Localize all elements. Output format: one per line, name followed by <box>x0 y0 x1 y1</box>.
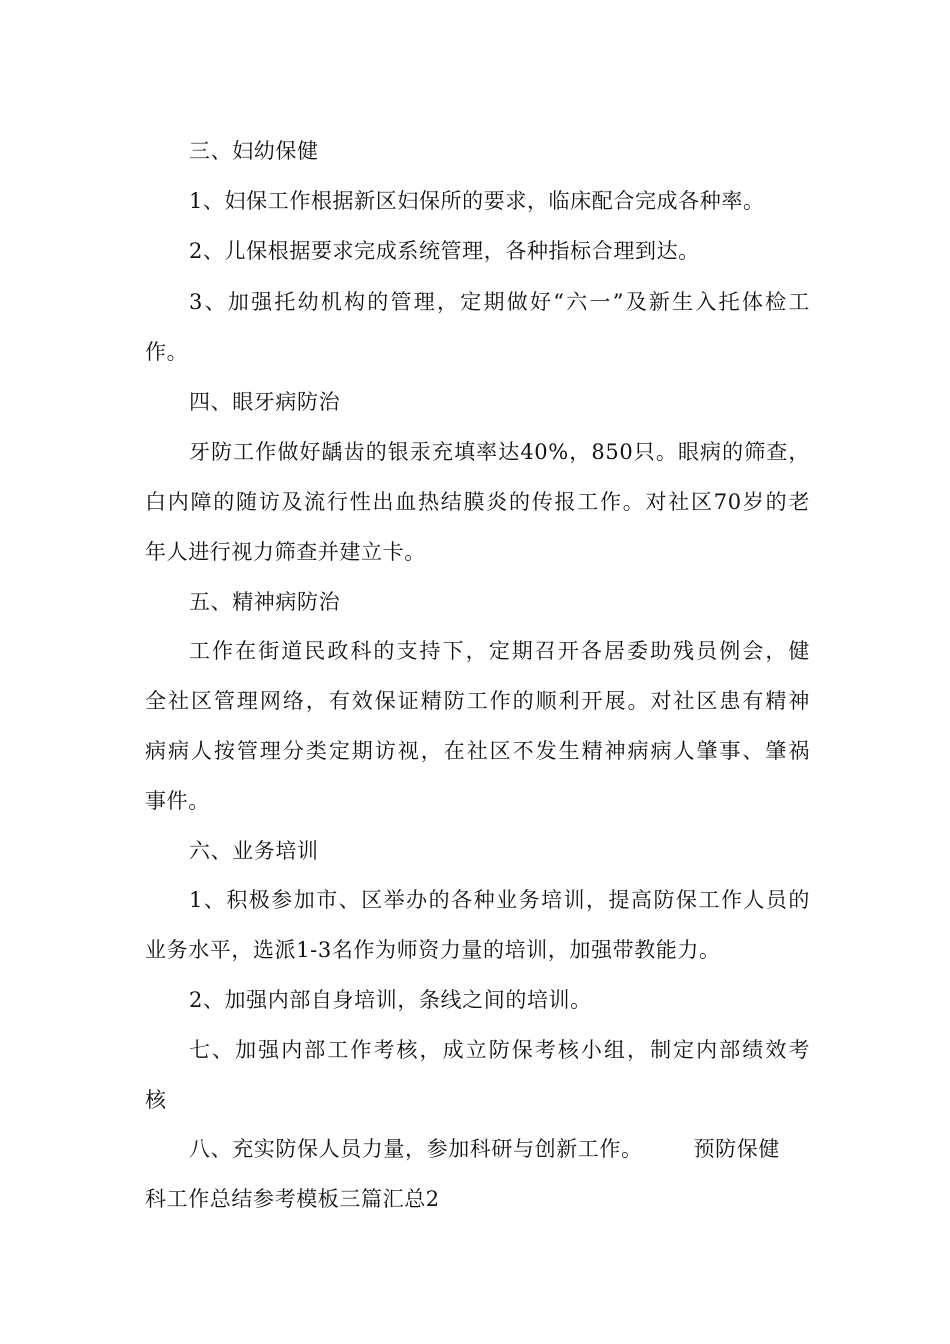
paragraph-line: 作。 <box>145 340 189 364</box>
paragraph-line: 2、加强内部自身培训，条线之间的培训。 <box>189 988 592 1012</box>
paragraph-line: 1、妇保工作根据新区妇保所的要求，临床配合完成各种率。 <box>189 189 765 213</box>
paragraph-line: 事件。 <box>145 789 210 813</box>
paragraph-line: 年人进行视力筛查并建立卡。 <box>145 540 426 564</box>
section-heading-training: 六、业务培训 <box>189 839 319 863</box>
section-heading-assessment: 七、加强内部工作考核，成立防保考核小组，制定内部绩效考 <box>189 1038 810 1062</box>
paragraph-line: 3、加强托幼机构的管理，定期做好“六一”及新生入托体检工 <box>189 290 810 314</box>
paragraph-line: 核 <box>145 1088 167 1112</box>
paragraph-line: 牙防工作做好龋齿的银汞充填率达40%，850只。眼病的筛查， <box>189 440 810 464</box>
paragraph-line: 白内障的随访及流行性出血热结膜炎的传报工作。对社区70岁的老 <box>145 490 810 514</box>
paragraph-line: 工作在街道民政科的支持下，定期召开各居委助残员例会，健 <box>189 639 810 663</box>
paragraph-line: 病病人按管理分类定期访视，在社区不发生精神病病人肇事、肇祸 <box>145 739 810 763</box>
paragraph-line: 业务水平，选派1-3名作为师资力量的培训，加强带教能力。 <box>145 938 721 962</box>
section-heading-mental-health: 五、精神病防治 <box>189 590 341 614</box>
section-heading-eye-dental: 四、眼牙病防治 <box>189 390 341 414</box>
section-heading-maternal-child-health: 三、妇幼保健 <box>189 139 319 163</box>
paragraph-line: 1、积极参加市、区举办的各种业务培训，提高防保工作人员的 <box>189 888 810 912</box>
paragraph-line: 全社区管理网络，有效保证精防工作的顺利开展。对社区患有精神 <box>145 689 810 713</box>
section-heading-staffing: 八、充实防保人员力量，参加科研与创新工作。 预防保健 <box>189 1137 780 1161</box>
paragraph-line: 2、儿保根据要求完成系统管理，各种指标合理到达。 <box>189 239 700 263</box>
document-title-line: 科工作总结参考模板三篇汇总2 <box>145 1187 440 1211</box>
